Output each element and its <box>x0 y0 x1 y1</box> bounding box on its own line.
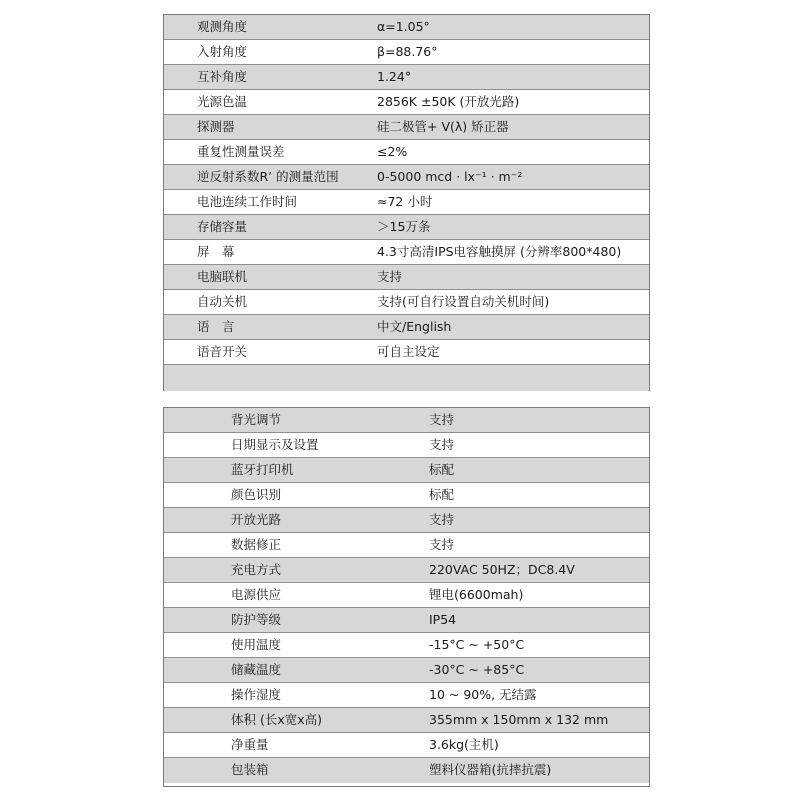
spec-label: 互补角度 <box>197 69 248 84</box>
spec-row <box>164 340 649 365</box>
spec-label: 充电方式 <box>231 562 282 577</box>
spec-value: 4.3寸高清IPS电容触摸屏 (分辨率800*480) <box>377 244 622 259</box>
spec-label: 防护等级 <box>231 612 282 627</box>
spec-value: β=88.76° <box>377 44 438 59</box>
spec-value: IP54 <box>429 612 457 627</box>
spec-label: 日期显示及设置 <box>231 437 319 452</box>
spec-label: 存储容量 <box>197 219 248 234</box>
spec-table-optical <box>163 14 650 391</box>
spec-label: 探测器 <box>197 119 235 134</box>
spec-value: 220VAC 50HZ；DC8.4V <box>429 562 575 577</box>
spec-label: 观测角度 <box>197 19 248 34</box>
spec-value: 可自主设定 <box>377 344 440 359</box>
spec-value: ≤2% <box>377 144 408 159</box>
spec-value: 支持 <box>429 437 455 452</box>
spec-value: 支持 <box>429 412 455 427</box>
spec-table-device <box>163 407 650 787</box>
spec-label: 语 言 <box>197 319 235 334</box>
spec-value: -30°C ~ +85°C <box>429 662 525 677</box>
spec-row <box>164 190 649 215</box>
spec-value: 锂电(6600mah) <box>429 587 524 602</box>
spec-row <box>164 683 649 708</box>
spec-value: 塑料仪器箱(抗摔抗震) <box>429 762 552 777</box>
spec-row <box>164 140 649 165</box>
spec-value: 3.6kg(主机) <box>429 737 499 752</box>
spec-label: 电源供应 <box>231 587 282 602</box>
spec-row <box>164 483 649 508</box>
spec-value: 支持 <box>377 269 403 284</box>
spec-label: 背光调节 <box>231 412 282 427</box>
spec-value: 硅二极管+ V(λ) 矫正器 <box>377 119 509 134</box>
spec-value: ≈72 小时 <box>377 194 433 209</box>
spec-value: 2856K ±50K (开放光路) <box>377 94 520 109</box>
spec-row <box>164 165 649 190</box>
spec-row <box>164 733 649 758</box>
spec-label: 语音开关 <box>197 344 248 359</box>
spec-row <box>164 290 649 315</box>
spec-value: 标配 <box>429 462 455 477</box>
spec-value: 支持 <box>429 512 455 527</box>
spec-label: 颜色识别 <box>231 487 282 502</box>
spec-row <box>164 658 649 683</box>
spec-label: 重复性测量误差 <box>197 144 285 159</box>
spec-value: -15°C ~ +50°C <box>429 637 525 652</box>
spec-value: 支持(可自行设置自动关机时间) <box>377 294 550 309</box>
spec-row <box>164 315 649 340</box>
spec-label: 体积 (长x宽x高) <box>231 712 323 727</box>
spec-label: 屏 幕 <box>197 244 235 259</box>
spec-row <box>164 90 649 115</box>
spec-value: 标配 <box>429 487 455 502</box>
spec-label: 自动关机 <box>197 294 248 309</box>
spec-label: 操作湿度 <box>231 687 282 702</box>
spec-label: 逆反射系数R’ 的测量范围 <box>197 169 339 184</box>
spec-row <box>164 240 649 265</box>
spec-value: 中文/English <box>377 319 452 334</box>
spec-label: 储藏温度 <box>231 662 282 677</box>
spec-label: 数据修正 <box>231 537 282 552</box>
spec-row <box>164 115 649 140</box>
spec-value: 1.24° <box>377 69 412 84</box>
spec-row <box>164 508 649 533</box>
spec-label: 包装箱 <box>231 762 269 777</box>
spec-row <box>164 408 649 433</box>
spec-row <box>164 758 649 783</box>
spec-label: 开放光路 <box>231 512 282 527</box>
spec-value: ＞15万条 <box>377 219 431 234</box>
spec-value: 10 ~ 90%, 无结露 <box>429 687 537 702</box>
spec-label: 电池连续工作时间 <box>197 194 298 209</box>
spec-label: 电脑联机 <box>197 269 248 284</box>
spec-row <box>164 433 649 458</box>
spec-value: α=1.05° <box>377 19 430 34</box>
spec-row <box>164 215 649 240</box>
spec-label: 入射角度 <box>197 44 248 59</box>
spec-value: 支持 <box>429 537 455 552</box>
spec-row <box>164 533 649 558</box>
spec-label: 净重量 <box>231 737 269 752</box>
spec-label: 使用温度 <box>231 637 282 652</box>
spec-row <box>164 265 649 290</box>
spec-row <box>164 708 649 733</box>
spec-label: 蓝牙打印机 <box>231 462 294 477</box>
spec-row <box>164 65 649 90</box>
spec-label: 光源色温 <box>197 94 248 109</box>
spec-row <box>164 608 649 633</box>
spec-row <box>164 583 649 608</box>
spec-row <box>164 558 649 583</box>
spec-row <box>164 15 649 40</box>
spec-row <box>164 40 649 65</box>
spec-row <box>164 633 649 658</box>
spec-row <box>164 458 649 483</box>
spec-value: 0-5000 mcd · lx⁻¹ · m⁻² <box>377 169 523 184</box>
spec-row-empty <box>164 365 649 391</box>
spec-value: 355mm x 150mm x 132 mm <box>429 712 609 727</box>
